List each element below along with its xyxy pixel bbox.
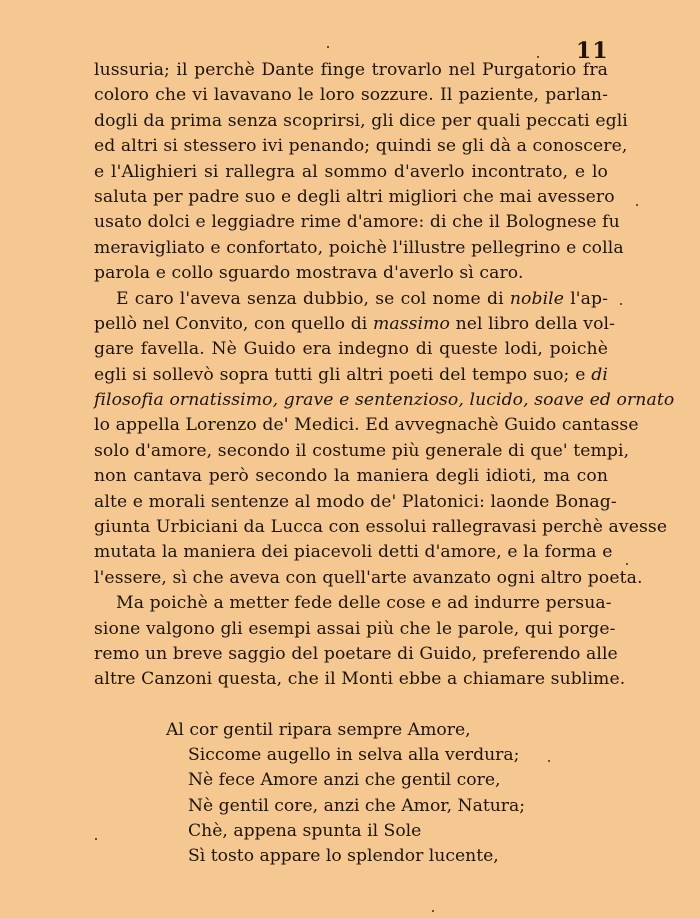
paper-speck: [95, 838, 97, 840]
paper-speck: [432, 910, 434, 912]
text-run: nel libro della vol-: [450, 313, 616, 334]
italic-term: di: [591, 364, 608, 385]
paper-speck: [636, 204, 638, 206]
poem-line: Siccome augello in selva alla verdura;: [188, 745, 520, 766]
paper-speck: [327, 46, 329, 48]
paragraph-1-line: saluta per padre suo e degli altri migliori che mai avessero: [94, 186, 615, 207]
paragraph-2-line: [94, 287, 608, 312]
paragraph-3-line: altre Canzoni questa, che il Monti ebbe a chiamare sublime.: [94, 669, 626, 690]
paper-speck: [537, 56, 539, 58]
paragraph-1-line: coloro che vi lavavano le loro sozzure. Il paziente, parlan-: [94, 85, 608, 106]
paper-speck: [620, 303, 622, 305]
paragraph-2-line: lo appella Lorenzo de' Medici. Ed avvegnachè Guido cantasse: [94, 415, 639, 436]
text-run: E caro l'aveva senza dubbio, se col nome di: [116, 288, 510, 309]
paragraph-2-line: giunta Urbiciani da Lucca con essolui rallegravasi perchè avesse: [94, 517, 668, 538]
text-run: egli si sollevò sopra tutti gli altri poeti del tempo suo; e: [94, 364, 592, 385]
body-text: [94, 58, 675, 693]
poem-line: Chè, appena spunta il Sole: [188, 820, 422, 841]
paragraph-3-line: sione valgono gli esempi assai più che le parole, qui porge-: [94, 618, 616, 639]
paragraph-2-line: mutata la maniera dei piacevoli detti d'amore, e la forma e: [94, 542, 613, 563]
paragraph-2-line: non cantava però secondo la maniera degli idioti, ma con: [94, 466, 608, 487]
page-number: 11: [576, 38, 609, 64]
paragraph-1-line: e l'Alighieri si rallegra al sommo d'averlo incontrato, e lo: [94, 161, 608, 182]
poem-line: Sì tosto appare lo splendor lucente,: [188, 845, 499, 866]
poem-line: Al cor gentil ripara sempre Amore,: [166, 720, 471, 740]
paragraph-2-line: [94, 363, 608, 388]
paragraph-2-line: l'essere, sì che aveva con quell'arte avanzato ogni altro poeta.: [94, 567, 643, 588]
italic-term: massimo: [372, 313, 450, 334]
italic-quote: filosofia ornatissimo, grave e sentenzioso, lucido, soave ed ornato: [94, 390, 675, 411]
poem-excerpt: [166, 718, 566, 869]
paragraph-3-line: Ma poichè a metter fede delle cose e ad indurre persua-: [116, 593, 612, 614]
paragraph-1-line: ed altri si stessero ivi penando; quindi se gli dà a conoscere,: [94, 136, 628, 157]
paper-speck: [548, 760, 550, 762]
paragraph-2-line: gare favella. Nè Guido era indegno di queste lodi, poichè: [94, 339, 608, 360]
paragraph-1-line: dogli da prima senza scoprirsi, gli dice per quali peccati egli: [94, 110, 628, 131]
paragraph-1-line: usato dolci e leggiadre rime d'amore: di che il Bolognese fu: [94, 212, 620, 233]
paragraph-1-line: parola e collo sguardo mostrava d'averlo sì caro.: [94, 263, 524, 284]
paragraph-1-line: meravigliato e confortato, poichè l'illustre pellegrino e colla: [94, 237, 624, 258]
paragraph-1-line: lussuria; il perchè Dante finge trovarlo nel Purgatorio fra: [94, 60, 608, 80]
paragraph-2-line: alte e morali sentenze al modo de' Platonici: laonde Bonag-: [94, 491, 617, 512]
text-run: l'ap-: [564, 288, 608, 309]
poem-line: Nè fece Amore anzi che gentil core,: [188, 770, 501, 791]
italic-term: nobile: [509, 288, 565, 309]
paragraph-2-line: solo d'amore, secondo il costume più generale di que' tempi,: [94, 440, 630, 461]
poem-line: Nè gentil core, anzi che Amor, Natura;: [188, 795, 526, 816]
paragraph-2-line: [94, 388, 675, 413]
paper-speck: [626, 563, 628, 565]
text-run: pellò nel Convito, con quello di: [94, 313, 373, 334]
paragraph-3-line: remo un breve saggio del poetare di Guido, preferendo alle: [94, 643, 618, 664]
paragraph-2-line: [94, 312, 616, 337]
